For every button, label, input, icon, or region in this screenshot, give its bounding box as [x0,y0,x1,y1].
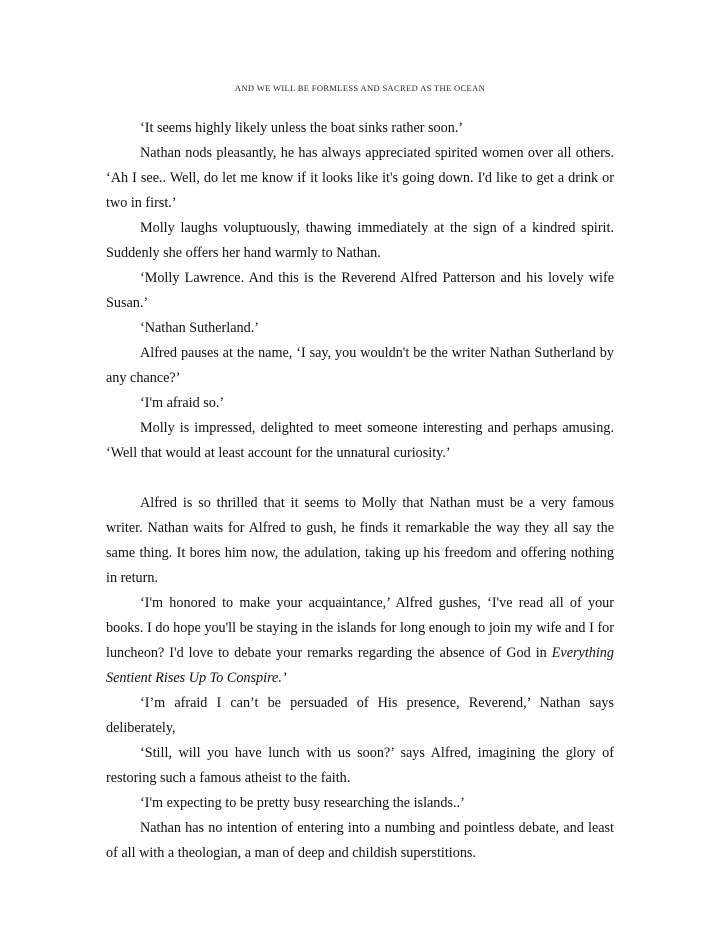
paragraph-4: ‘Molly Lawrence. And this is the Reverend Alfred Patterson and his lovely wife Susan.’ [106,270,614,311]
paragraph-6: Alfred pauses at the name, ‘I say, you wouldn't be the writer Nathan Sutherland by any chance?’ [106,345,614,386]
paragraph-1: ‘It seems highly likely unless the boat sinks rather soon.’ [140,120,464,136]
paragraph-8: Molly is impressed, delighted to meet someone interesting and perhaps amusing. ‘Well that would at least account for the unnatural curiosity.’ [106,420,614,461]
paragraph-13: ‘I'm expecting to be pretty busy researching the islands..’ [140,795,465,811]
book-title: Everything Sentient Rises Up To Conspire. [106,645,614,686]
page-body [106,116,614,866]
paragraph-5: ‘Nathan Sutherland.’ [140,320,259,336]
paragraph-14: Nathan has no intention of entering into a numbing and pointless debate, and least of all with a theologian, a man of deep and childish superstitions. [106,820,614,861]
paragraph-10 [106,591,614,691]
paragraph-2: Nathan nods pleasantly, he has always appreciated spirited women over all others. ‘Ah I see.. Well, do let me know if it looks like it's going down. I'd like to get a drink or two in first.’ [106,145,614,211]
paragraph-10-text: ‘I'm honored to make your acquaintance,’ Alfred gushes, ‘I've read all of your books. I do hope you'll be staying in the islands for long enough to join my wife and I for luncheon? I'd love to debate your remarks regarding the absence of God in [106,595,614,661]
section-break [106,466,614,491]
paragraph-7: ‘I'm afraid so.’ [140,395,225,411]
paragraph-9: Alfred is so thrilled that it seems to Molly that Nathan must be a very famous writer. Nathan waits for Alfred to gush, he finds it remarkable the way they all say the same thing. It bores him now, the adulation, taking up his freedom and offering nothing in return. [106,495,614,586]
paragraph-11: ‘I’m afraid I can’t be persuaded of His presence, Reverend,’ Nathan says deliberately, [106,695,614,736]
paragraph-10-closing-quote: ’ [281,670,287,686]
running-header: AND WE WILL BE FORMLESS AND SACRED AS THE OCEAN [234,83,486,93]
paragraph-12: ‘Still, will you have lunch with us soon?’ says Alfred, imagining the glory of restoring such a famous atheist to the faith. [106,745,614,786]
paragraph-3: Molly laughs voluptuously, thawing immediately at the sign of a kindred spirit. Suddenly she offers her hand warmly to Nathan. [106,220,614,261]
